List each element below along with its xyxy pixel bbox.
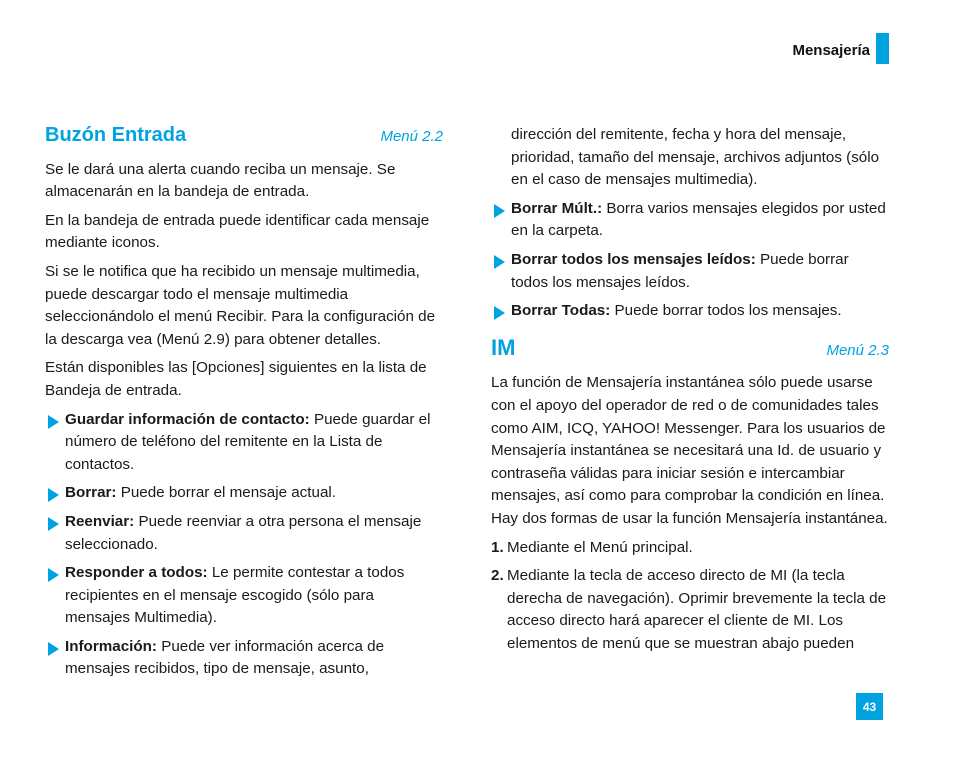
section-title: IM: [491, 334, 516, 360]
triangle-bullet-icon: [48, 568, 59, 582]
option-text: Puede guardar el número de teléfono del remitente en la Lista de contactos.: [65, 410, 431, 473]
triangle-bullet-icon: [494, 306, 505, 320]
header-title: Mensajería: [792, 42, 870, 59]
option-term: Borrar todos los mensajes leídos:: [511, 250, 756, 268]
numbered-step: [491, 537, 889, 560]
paragraph: En la bandeja de entrada puede identificar cada mensaje mediante iconos.: [45, 211, 430, 252]
option-item: [45, 511, 443, 556]
paragraph: La función de Mensajería instantánea sólo puede usarse con el apoyo del operador de red o de comunidades tales como AIM, ICQ, YAHOO! Messenger. Para los usuarios de Mensajería instantánea se necesitará una Id. de usuario y contraseña válidas para iniciar sesión e intercambiar mensajes, así como para comprobar la condición en línea. Hay dos formas de usar la función Mensajería instantánea.: [491, 374, 888, 527]
option-text: Le permite contestar a todos recipientes en el mensaje escogido (sólo para mensajes Multimedia).: [65, 564, 405, 627]
step-text: Mediante el Menú principal.: [507, 538, 693, 556]
option-term: Información:: [65, 637, 157, 655]
page-number: 43: [856, 693, 883, 720]
menu-reference: Menú 2.2: [380, 128, 443, 145]
paragraph: Si se le notifica que ha recibido un mensaje multimedia, puede descargar todo el mensaje multimedia seleccionándolo el menú Recibir. Para la configuración de la descarga vea (Menú 2.9) para obtener detalles.: [45, 262, 436, 348]
option-item: [491, 300, 889, 323]
option-text: Puede borrar todos los mensajes leídos.: [511, 250, 849, 291]
triangle-bullet-icon: [48, 488, 59, 502]
triangle-bullet-icon: [48, 517, 59, 531]
paragraph: Están disponibles las [Opciones] siguientes en la lista de Bandeja de entrada.: [45, 359, 427, 399]
option-item: [45, 562, 443, 630]
option-term: Responder a todos:: [65, 564, 208, 582]
option-text: Borra varios mensajes elegidos por usted en la carpeta.: [511, 199, 886, 240]
option-item: [45, 636, 443, 681]
option-text: Puede ver información acerca de mensajes recibidos, tipo de mensaje, asunto,: [65, 637, 385, 678]
option-term: Borrar:: [65, 484, 117, 502]
left-column: [45, 124, 443, 687]
section-header-im: [491, 334, 889, 363]
continued-text: dirección del remitente, fecha y hora del mensaje, prioridad, tamaño del mensaje, archivos adjuntos (sólo en el caso de mensajes multimedia).: [511, 126, 880, 189]
option-item: [491, 249, 889, 294]
option-term: Reenviar:: [65, 512, 135, 530]
option-item: [491, 198, 889, 243]
section-header-buzon: [45, 124, 443, 149]
menu-reference: Menú 2.3: [826, 341, 889, 359]
option-text: Puede borrar el mensaje actual.: [116, 484, 336, 502]
step-text: Mediante la tecla de acceso directo de MI (la tecla derecha de navegación). Oprimir brevemente la tecla de acceso directo hará aparecer el cliente de MI. Los elementos de menú que se muestran abajo pueden: [507, 567, 887, 652]
triangle-bullet-icon: [494, 255, 505, 269]
option-item: [45, 409, 443, 477]
option-item: [45, 482, 443, 505]
paragraph: Se le dará una alerta cuando reciba un mensaje. Se almacenarán en la bandeja de entrada.: [45, 160, 396, 201]
step-number: 2.: [491, 567, 504, 585]
header-accent-bar: [876, 33, 889, 64]
triangle-bullet-icon: [48, 415, 59, 429]
section-title: Buzón Entrada: [45, 124, 187, 146]
triangle-bullet-icon: [494, 204, 505, 218]
option-term: Guardar información de contacto:: [65, 410, 310, 428]
right-column: [491, 124, 889, 661]
step-number: 1.: [491, 538, 504, 556]
triangle-bullet-icon: [48, 642, 59, 656]
option-text: Puede reenviar a otra persona el mensaje seleccionado.: [65, 512, 422, 553]
numbered-step: [491, 565, 889, 655]
option-text: Puede borrar todos los mensajes.: [610, 302, 842, 320]
option-term: Borrar Todas:: [511, 302, 611, 320]
option-term: Borrar Múlt.:: [511, 199, 603, 217]
